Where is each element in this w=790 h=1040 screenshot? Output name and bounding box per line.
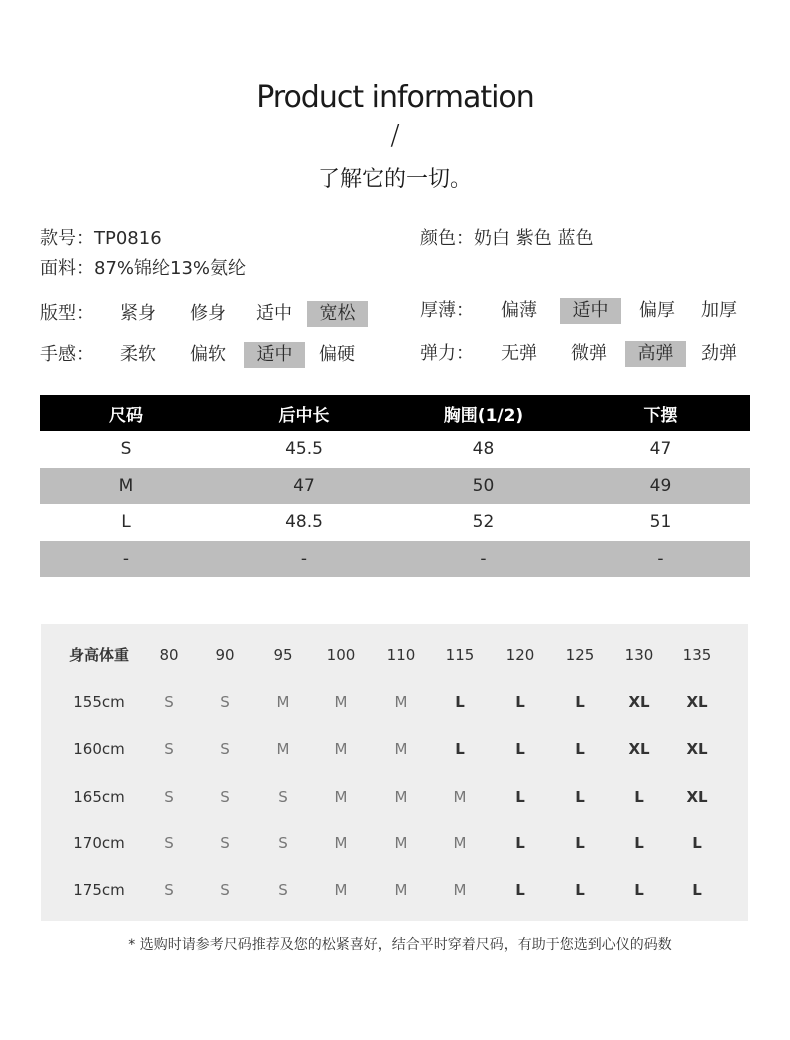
table-row: [41, 782, 748, 812]
table-row: [41, 687, 748, 717]
table-row: [41, 734, 748, 764]
recommended-size: L: [634, 788, 644, 806]
recommended-size: L: [455, 740, 465, 758]
recommended-size: M: [453, 834, 467, 852]
recommended-size: S: [220, 834, 230, 852]
height-label: 160cm: [73, 740, 125, 758]
header-back-length: 后中长: [278, 405, 330, 426]
recommended-size: S: [164, 881, 174, 899]
weight-header: 100: [326, 646, 356, 664]
recommended-size: M: [276, 693, 290, 711]
height-weight-chart: [41, 624, 748, 921]
recommended-size: L: [575, 881, 585, 899]
page-title: Product information: [256, 80, 534, 115]
fit-option-tight: 紧身: [120, 303, 156, 324]
recommended-size: M: [334, 693, 348, 711]
recommended-size: L: [575, 788, 585, 806]
recommended-size: L: [575, 740, 585, 758]
fit-option-loose-selected: 宽松: [307, 301, 368, 327]
recommended-size: L: [575, 834, 585, 852]
height-label: 170cm: [73, 834, 125, 852]
recommended-size: S: [164, 740, 174, 758]
page-subtitle: 了解它的一切。: [317, 167, 472, 192]
height-label: 165cm: [73, 788, 125, 806]
elasticity-option-strong: 劲弹: [701, 343, 737, 364]
title-divider: /: [390, 118, 400, 151]
cell-back-length: 47: [293, 475, 315, 496]
height-label: 155cm: [73, 693, 125, 711]
cell-size: -: [122, 548, 130, 569]
thickness-option-thick: 偏厚: [639, 300, 675, 321]
recommended-size: M: [453, 881, 467, 899]
size-table: [40, 395, 750, 577]
recommended-size: S: [220, 740, 230, 758]
fabric-info: 面料：87%锦纶13%氨纶: [40, 258, 247, 279]
elasticity-option-slight: 微弹: [571, 343, 607, 364]
hw-header-row: [41, 640, 748, 670]
header-hem: 下摆: [643, 405, 678, 426]
recommended-size: M: [394, 881, 408, 899]
recommended-size: S: [278, 834, 288, 852]
table-row: [40, 541, 750, 578]
recommended-size: L: [634, 881, 644, 899]
cell-size: S: [120, 439, 132, 460]
fit-option-regular: 适中: [256, 303, 292, 324]
cell-hem: 47: [649, 439, 672, 460]
weight-header: 115: [445, 646, 475, 664]
cell-chest: -: [480, 548, 487, 569]
recommended-size: L: [575, 693, 585, 711]
feel-option-soft: 柔软: [120, 344, 156, 365]
weight-header: 135: [682, 646, 712, 664]
thickness-option-extra-thick: 加厚: [701, 300, 737, 321]
recommended-size: XL: [686, 740, 708, 758]
weight-header: 120: [505, 646, 535, 664]
recommended-size: L: [515, 881, 525, 899]
table-row: [40, 431, 750, 468]
recommended-size: M: [334, 881, 348, 899]
recommended-size: M: [453, 788, 467, 806]
elasticity-option-none: 无弹: [501, 343, 537, 364]
recommended-size: XL: [628, 740, 650, 758]
header-size: 尺码: [109, 405, 143, 426]
table-row: [41, 828, 748, 858]
recommended-size: S: [220, 788, 230, 806]
cell-hem: 49: [649, 475, 672, 496]
footnote: * 选购时请参考尺码推荐及您的松紧喜好，结合平时穿着尺码，有助于您选到心仪的码数: [128, 937, 672, 953]
weight-header: 130: [624, 646, 654, 664]
style-number: 款号：TP0816: [40, 228, 162, 249]
table-row: [40, 468, 750, 505]
size-table-header: [40, 395, 750, 431]
cell-chest: 48: [472, 439, 495, 460]
recommended-size: M: [334, 740, 348, 758]
thickness-label: 厚薄：: [420, 300, 474, 321]
elasticity-option-high-selected: 高弹: [625, 341, 686, 367]
recommended-size: M: [394, 834, 408, 852]
header-chest: 胸围(1/2): [443, 405, 524, 426]
recommended-size: M: [334, 834, 348, 852]
recommended-size: M: [334, 788, 348, 806]
recommended-size: S: [164, 693, 174, 711]
recommended-size: L: [515, 834, 525, 852]
recommended-size: XL: [686, 693, 708, 711]
cell-hem: -: [657, 548, 664, 569]
weight-header: 95: [273, 646, 293, 664]
fit-option-slim: 修身: [190, 303, 226, 324]
recommended-size: L: [515, 740, 525, 758]
fit-label: 版型：: [40, 303, 94, 324]
elasticity-label: 弹力：: [420, 343, 474, 364]
cell-hem: 51: [649, 512, 672, 533]
recommended-size: L: [515, 693, 525, 711]
height-label: 175cm: [73, 881, 125, 899]
hw-corner-label: 身高体重: [68, 646, 129, 664]
feel-option-medium-selected: 适中: [244, 342, 305, 368]
cell-back-length: 45.5: [285, 439, 323, 460]
weight-header: 110: [386, 646, 416, 664]
cell-chest: 50: [472, 475, 495, 496]
recommended-size: L: [692, 834, 702, 852]
feel-option-slightly-soft: 偏软: [190, 344, 226, 365]
recommended-size: S: [278, 881, 288, 899]
recommended-size: M: [394, 740, 408, 758]
cell-back-length: -: [300, 548, 308, 569]
recommended-size: XL: [628, 693, 650, 711]
cell-chest: 52: [472, 512, 495, 533]
weight-header: 80: [159, 646, 179, 664]
feel-option-stiff: 偏硬: [319, 344, 355, 365]
recommended-size: S: [220, 881, 230, 899]
recommended-size: S: [278, 788, 288, 806]
cell-back-length: 48.5: [285, 512, 323, 533]
thickness-option-medium-selected: 适中: [560, 298, 621, 324]
table-row: [40, 504, 750, 541]
feel-label: 手感：: [40, 344, 94, 365]
recommended-size: S: [220, 693, 230, 711]
color-info: 颜色：奶白 紫色 蓝色: [420, 228, 594, 249]
recommended-size: M: [394, 693, 408, 711]
recommended-size: XL: [686, 788, 708, 806]
recommended-size: M: [276, 740, 290, 758]
recommended-size: L: [692, 881, 702, 899]
table-row: [41, 875, 748, 905]
recommended-size: S: [164, 834, 174, 852]
weight-header: 125: [565, 646, 595, 664]
recommended-size: L: [455, 693, 465, 711]
weight-header: 90: [215, 646, 235, 664]
recommended-size: L: [634, 834, 644, 852]
cell-size: L: [121, 512, 131, 533]
recommended-size: L: [515, 788, 525, 806]
thickness-option-thin: 偏薄: [501, 300, 537, 321]
recommended-size: M: [394, 788, 408, 806]
cell-size: M: [118, 475, 134, 496]
recommended-size: S: [164, 788, 174, 806]
